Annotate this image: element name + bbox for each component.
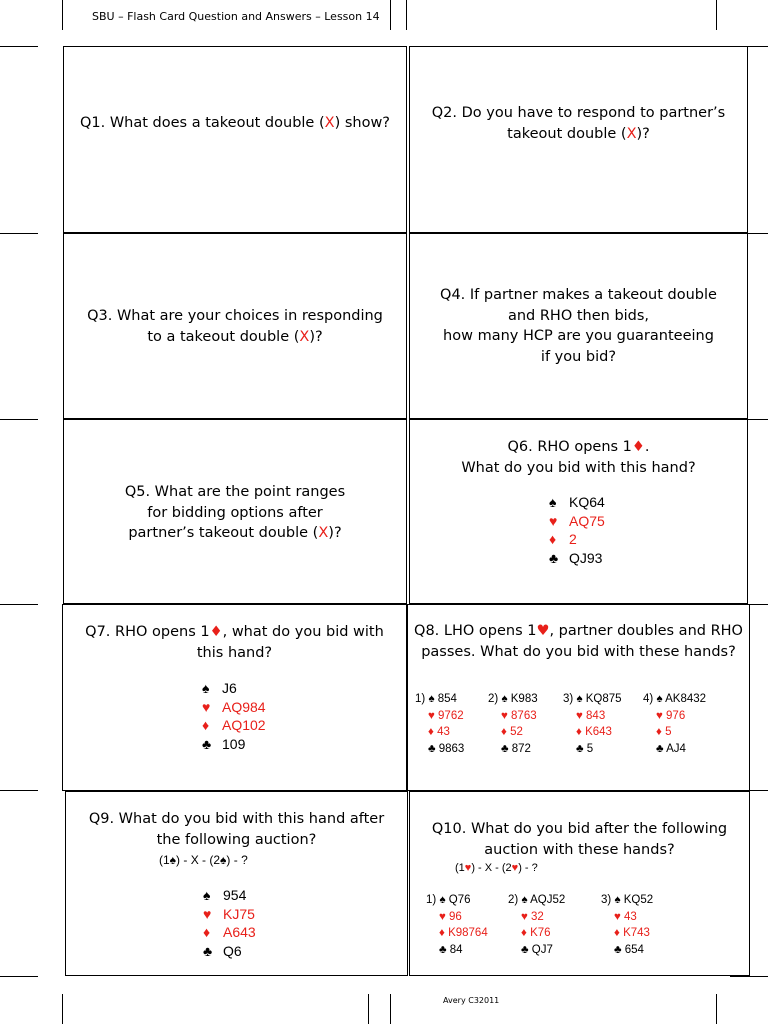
spade-icon: ♠ xyxy=(169,853,177,867)
hand-4: 4) ♠ AK8432 ♥ 976 ♦ 5 ♣ AJ4 xyxy=(643,693,707,755)
crop-mark xyxy=(730,976,768,977)
diamond-icon: ♦ xyxy=(549,531,557,547)
hand-1: 1) ♠ Q76 ♥ 96 ♦ K98764 ♣ 84 xyxy=(426,894,488,956)
heart-icon: ♥ xyxy=(202,698,211,715)
hand-3: 3) ♠ KQ875 ♥ 843 ♦ K643 ♣ 5 xyxy=(563,693,622,755)
spade-icon: ♠ xyxy=(203,887,211,903)
crop-mark xyxy=(0,233,38,234)
club-icon: ♣ xyxy=(656,742,664,755)
heart-icon: ♥ xyxy=(614,910,621,923)
spade-icon: ♠ xyxy=(614,894,621,906)
spade-icon: ♠ xyxy=(549,494,557,510)
crop-mark xyxy=(0,790,38,791)
heart-icon: ♥ xyxy=(464,862,472,874)
club-icon: ♣ xyxy=(203,942,213,959)
hand-3: 3) ♠ KQ52 ♥ 43 ♦ K743 ♣ 654 xyxy=(601,894,654,956)
question-text: Q7. RHO opens 1♦, what do you bid with this hand? xyxy=(85,624,384,661)
crop-mark xyxy=(62,994,63,1024)
card-q6 xyxy=(409,419,748,604)
club-icon: ♣ xyxy=(439,943,447,956)
auction: (1♥) - X - (2♥) - ? xyxy=(455,862,538,874)
heart-icon: ♥ xyxy=(511,862,519,874)
crop-mark xyxy=(0,46,38,47)
card-q7 xyxy=(62,604,407,791)
hand: ♠ J6 ♥ AQ984 ♦ AQ102 ♣ 109 xyxy=(202,680,266,752)
heart-icon: ♥ xyxy=(549,512,558,529)
heart-icon: ♥ xyxy=(428,709,435,722)
hands-group xyxy=(415,691,745,761)
spade-icon: ♠ xyxy=(428,693,435,705)
card-q2 xyxy=(409,46,748,233)
crop-mark xyxy=(390,0,391,30)
heart-icon: ♥ xyxy=(656,709,663,722)
diamond-icon: ♦ xyxy=(576,726,582,738)
club-icon: ♣ xyxy=(428,742,436,755)
spade-icon: ♠ xyxy=(656,693,663,705)
diamond-icon: ♦ xyxy=(656,726,662,738)
page-header: SBU – Flash Card Question and Answers – Lesson 14 xyxy=(92,10,380,23)
crop-mark xyxy=(0,976,38,977)
club-icon: ♣ xyxy=(614,943,622,956)
crop-mark xyxy=(716,0,717,30)
hands-group xyxy=(426,892,736,960)
card-q3 xyxy=(63,233,407,419)
card-q1 xyxy=(63,46,407,233)
diamond-icon: ♦ xyxy=(521,927,527,939)
card-q5 xyxy=(63,419,407,604)
question-text: Q8. LHO opens 1♥, partner doubles and RHO passes. What do you bid with these hands? xyxy=(414,623,743,660)
hand-2: 2) ♠ AQJ52 ♥ 32 ♦ K76 ♣ QJ7 xyxy=(508,894,566,956)
question-text: Q9. What do you bid with this hand after the following auction? xyxy=(88,811,385,848)
diamond-icon: ♦ xyxy=(209,624,223,640)
card-q9 xyxy=(65,791,408,976)
crop-mark xyxy=(716,994,717,1024)
diamond-icon: ♦ xyxy=(428,726,434,738)
card-q4 xyxy=(409,233,748,419)
hand-2: 2) ♠ K983 ♥ 8763 ♦ 52 ♣ 872 xyxy=(488,693,538,755)
hand: ♠ 954 ♥ KJ75 ♦ A643 ♣ Q6 xyxy=(203,887,256,959)
heart-icon: ♥ xyxy=(501,709,508,722)
question-text: Q3. What are your choices in responding to a takeout double (X)? xyxy=(87,308,383,345)
question-text: Q10. What do you bid after the following auction with these hands? xyxy=(431,821,728,858)
club-icon: ♣ xyxy=(202,735,212,752)
heart-icon: ♥ xyxy=(521,910,528,923)
club-icon: ♣ xyxy=(576,742,584,755)
heart-icon: ♥ xyxy=(536,623,550,639)
crop-mark xyxy=(390,994,391,1024)
club-icon: ♣ xyxy=(501,742,509,755)
diamond-icon: ♦ xyxy=(631,439,645,455)
diamond-icon: ♦ xyxy=(501,726,507,738)
diamond-icon: ♦ xyxy=(439,927,445,939)
heart-icon: ♥ xyxy=(439,910,446,923)
hand: ♠ KQ64 ♥ AQ75 ♦ 2 ♣ QJ93 xyxy=(549,494,605,566)
question-text: Q1. What does a takeout double (X) show? xyxy=(79,115,390,131)
spade-icon: ♠ xyxy=(501,693,508,705)
spade-icon: ♠ xyxy=(220,853,227,867)
diamond-icon: ♦ xyxy=(614,927,620,939)
question-text: Q2. Do you have to respond to partner’s takeout double (X)? xyxy=(431,105,726,142)
spade-icon: ♠ xyxy=(576,693,583,705)
heart-icon: ♥ xyxy=(576,709,583,722)
crop-mark xyxy=(406,0,407,30)
card-q10 xyxy=(409,791,750,976)
crop-mark xyxy=(368,994,369,1024)
question-text: Q5. What are the point ranges for bidding options after partner’s takeout double (X)? xyxy=(124,484,346,541)
page-footer: Avery C32011 xyxy=(443,996,500,1005)
club-icon: ♣ xyxy=(549,549,559,566)
hand-1: 1) ♠ 854 ♥ 9762 ♦ 43 ♣ 9863 xyxy=(415,693,465,755)
diamond-icon: ♦ xyxy=(202,717,210,733)
crop-mark xyxy=(62,0,63,30)
card-q8 xyxy=(407,604,750,791)
spade-icon: ♠ xyxy=(521,894,528,906)
question-text: Q6. RHO opens 1♦. What do you bid with this hand? xyxy=(461,439,696,476)
heart-icon: ♥ xyxy=(203,905,212,922)
auction: (1♠) - X - (2♠) - ? xyxy=(159,853,248,867)
spade-icon: ♠ xyxy=(439,894,446,906)
diamond-icon: ♦ xyxy=(203,924,211,940)
crop-mark xyxy=(0,419,38,420)
crop-mark xyxy=(0,604,38,605)
spade-icon: ♠ xyxy=(202,680,210,696)
question-text: Q4. If partner makes a takeout double and RHO then bids, how many HCP are you guaranteeing if you bid? xyxy=(440,287,717,365)
club-icon: ♣ xyxy=(521,943,529,956)
